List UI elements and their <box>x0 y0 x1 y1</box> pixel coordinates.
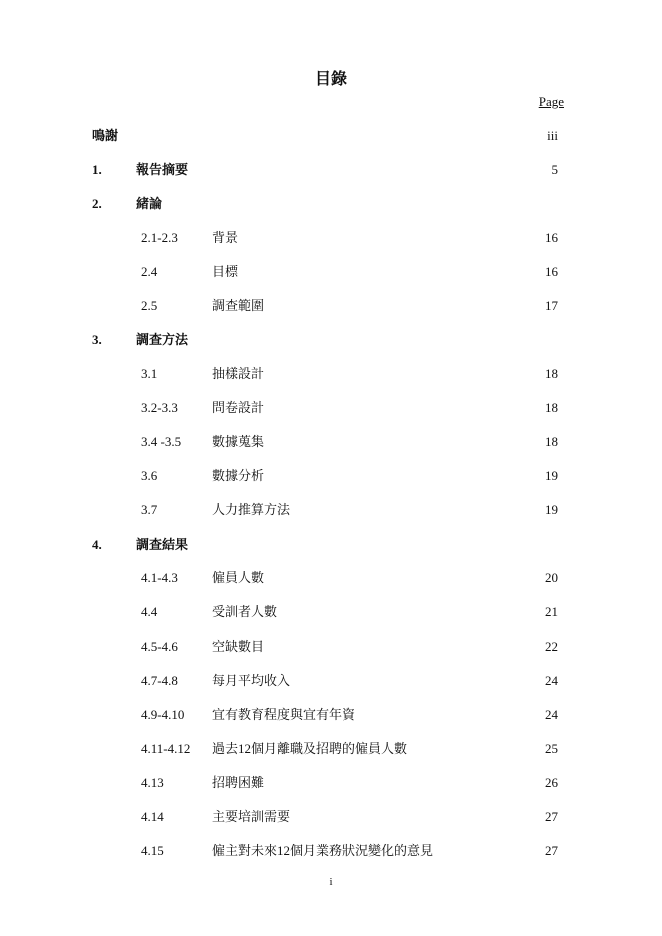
toc-subsection[interactable] <box>0 807 662 827</box>
toc-subsection[interactable] <box>0 398 662 418</box>
subsection-page: 17 <box>545 298 558 313</box>
toc-subsection[interactable] <box>0 705 662 725</box>
toc-subsection[interactable] <box>0 262 662 282</box>
subsection-title: 受訓者人數 <box>212 604 278 619</box>
page-column-header: Page <box>538 94 564 109</box>
toc-subsection[interactable] <box>0 841 662 861</box>
subsection-number: 4.5-4.6 <box>141 639 178 654</box>
subsection-page: 16 <box>545 230 558 245</box>
subsection-number: 3.7 <box>141 502 158 517</box>
subsection-number: 3.6 <box>141 468 158 483</box>
subsection-title: 抽樣設計 <box>212 366 265 381</box>
subsection-title: 問卷設計 <box>212 400 265 415</box>
section-title: 報告摘要 <box>136 162 189 177</box>
subsection-title: 數據蒐集 <box>212 434 265 449</box>
subsection-page: 25 <box>545 741 558 756</box>
subsection-number: 3.2-3.3 <box>141 400 178 415</box>
section-number: 4. <box>92 537 102 552</box>
subsection-page: 27 <box>545 843 558 858</box>
toc-subsection[interactable] <box>0 228 662 248</box>
entry-page: iii <box>547 128 558 143</box>
toc-section-1[interactable] <box>0 160 662 180</box>
subsection-number: 4.15 <box>141 843 164 858</box>
toc-subsection[interactable] <box>0 671 662 691</box>
toc-entry-acknowledgement[interactable] <box>0 126 662 146</box>
subsection-number: 4.4 <box>141 604 158 619</box>
subsection-number: 4.1-4.3 <box>141 570 178 585</box>
subsection-page: 16 <box>545 264 558 279</box>
subsection-page: 22 <box>545 639 558 654</box>
subsection-number: 4.7-4.8 <box>141 673 178 688</box>
section-number: 1. <box>92 162 102 177</box>
toc-subsection[interactable] <box>0 773 662 793</box>
subsection-page: 18 <box>545 434 558 449</box>
subsection-page: 26 <box>545 775 558 790</box>
subsection-title: 數據分析 <box>212 468 265 483</box>
subsection-title: 調查範圍 <box>212 298 265 313</box>
subsection-title: 僱員人數 <box>212 570 265 585</box>
subsection-number: 2.1-2.3 <box>141 230 178 245</box>
subsection-title: 目標 <box>212 264 239 279</box>
subsection-page: 20 <box>545 570 558 585</box>
subsection-number: 4.14 <box>141 809 164 824</box>
toc-subsection[interactable] <box>0 364 662 384</box>
subsection-title: 僱主對未來12個月業務狀況變化的意見 <box>212 843 434 858</box>
subsection-title: 每月平均收入 <box>212 673 291 688</box>
subsection-page: 18 <box>545 400 558 415</box>
section-number: 2. <box>92 196 102 211</box>
subsection-title: 空缺數目 <box>212 639 265 654</box>
subsection-number: 2.5 <box>141 298 158 313</box>
toc-subsection[interactable] <box>0 602 662 622</box>
toc-section-4[interactable] <box>0 535 662 555</box>
subsection-number: 3.4 -3.5 <box>141 434 182 449</box>
subsection-title: 主要培訓需要 <box>212 809 291 824</box>
subsection-page: 19 <box>545 502 558 517</box>
toc-subsection[interactable] <box>0 739 662 759</box>
toc-section-3[interactable] <box>0 330 662 350</box>
subsection-number: 4.11-4.12 <box>141 741 191 756</box>
subsection-title: 背景 <box>212 230 239 245</box>
page-number-footer: i <box>329 876 333 888</box>
section-title: 調查結果 <box>136 537 189 552</box>
toc-subsection[interactable] <box>0 432 662 452</box>
subsection-number: 2.4 <box>141 264 158 279</box>
subsection-title: 招聘困難 <box>212 775 265 790</box>
toc-subsection[interactable] <box>0 568 662 588</box>
entry-title: 鳴謝 <box>92 128 119 143</box>
toc-section-2[interactable] <box>0 194 662 214</box>
subsection-page: 19 <box>545 468 558 483</box>
subsection-number: 3.1 <box>141 366 158 381</box>
subsection-number: 4.9-4.10 <box>141 707 185 722</box>
section-title: 緒論 <box>136 196 163 211</box>
section-number: 3. <box>92 332 102 347</box>
section-title: 調查方法 <box>136 332 189 347</box>
subsection-title: 人力推算方法 <box>212 502 291 517</box>
toc-subsection[interactable] <box>0 500 662 520</box>
subsection-title: 過去12個月離職及招聘的僱員人數 <box>212 741 408 756</box>
subsection-page: 24 <box>545 673 558 688</box>
subsection-page: 21 <box>545 604 558 619</box>
toc-title: 目錄 <box>314 71 347 88</box>
toc-subsection[interactable] <box>0 296 662 316</box>
section-page: 5 <box>551 162 558 177</box>
subsection-number: 4.13 <box>141 775 164 790</box>
toc-subsection[interactable] <box>0 637 662 657</box>
subsection-page: 27 <box>545 809 558 824</box>
subsection-page: 18 <box>545 366 558 381</box>
subsection-title: 宜有教育程度與宜有年資 <box>212 707 356 722</box>
toc-subsection[interactable] <box>0 466 662 486</box>
subsection-page: 24 <box>545 707 558 722</box>
